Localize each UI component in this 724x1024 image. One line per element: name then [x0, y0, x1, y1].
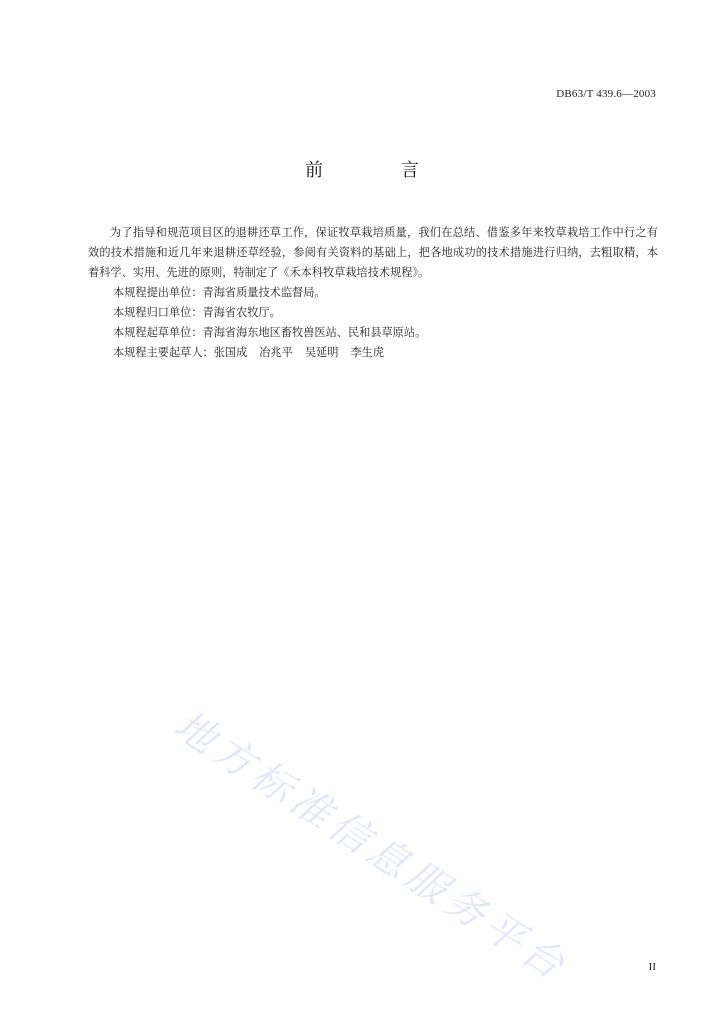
page-number: II	[648, 961, 656, 973]
drafter-name: 张国成	[213, 346, 248, 359]
drafter-name: 吴延明	[304, 346, 339, 359]
watermark: 地方标准信息服务平台	[165, 702, 577, 992]
document-code: DB63/T 439.6—2003	[556, 88, 656, 100]
foreword-intro-paragraph: 为了指导和规范项目区的退耕还草工作，保证牧草栽培质量，我们在总结、借鉴多年来牧草栽培工作中行之有效的技术措施和近几年来退耕还草经验，参阅有关资料的基础上，把各地成功的技术措施进行归纳，去粗取精，本着科学、实用、先进的原则，特制定了《禾本科牧草栽培技术规程》。	[88, 226, 658, 279]
drafters-line	[88, 343, 658, 363]
drafting-unit-line: 本规程起草单位：青海省海东地区畜牧兽医站、民和县草原站。	[113, 326, 427, 339]
manager-line: 本规程归口单位：青海省农牧厅。	[113, 306, 281, 319]
drafter-name: 冶兆平	[259, 346, 293, 359]
foreword-body	[88, 223, 658, 363]
drafters-label: 本规程主要起草人：	[113, 346, 214, 359]
page-title: 前 言	[305, 160, 455, 181]
proposer-line: 本规程提出单位：青海省质量技术监督局。	[113, 286, 326, 299]
drafter-name: 李生虎	[350, 346, 385, 359]
